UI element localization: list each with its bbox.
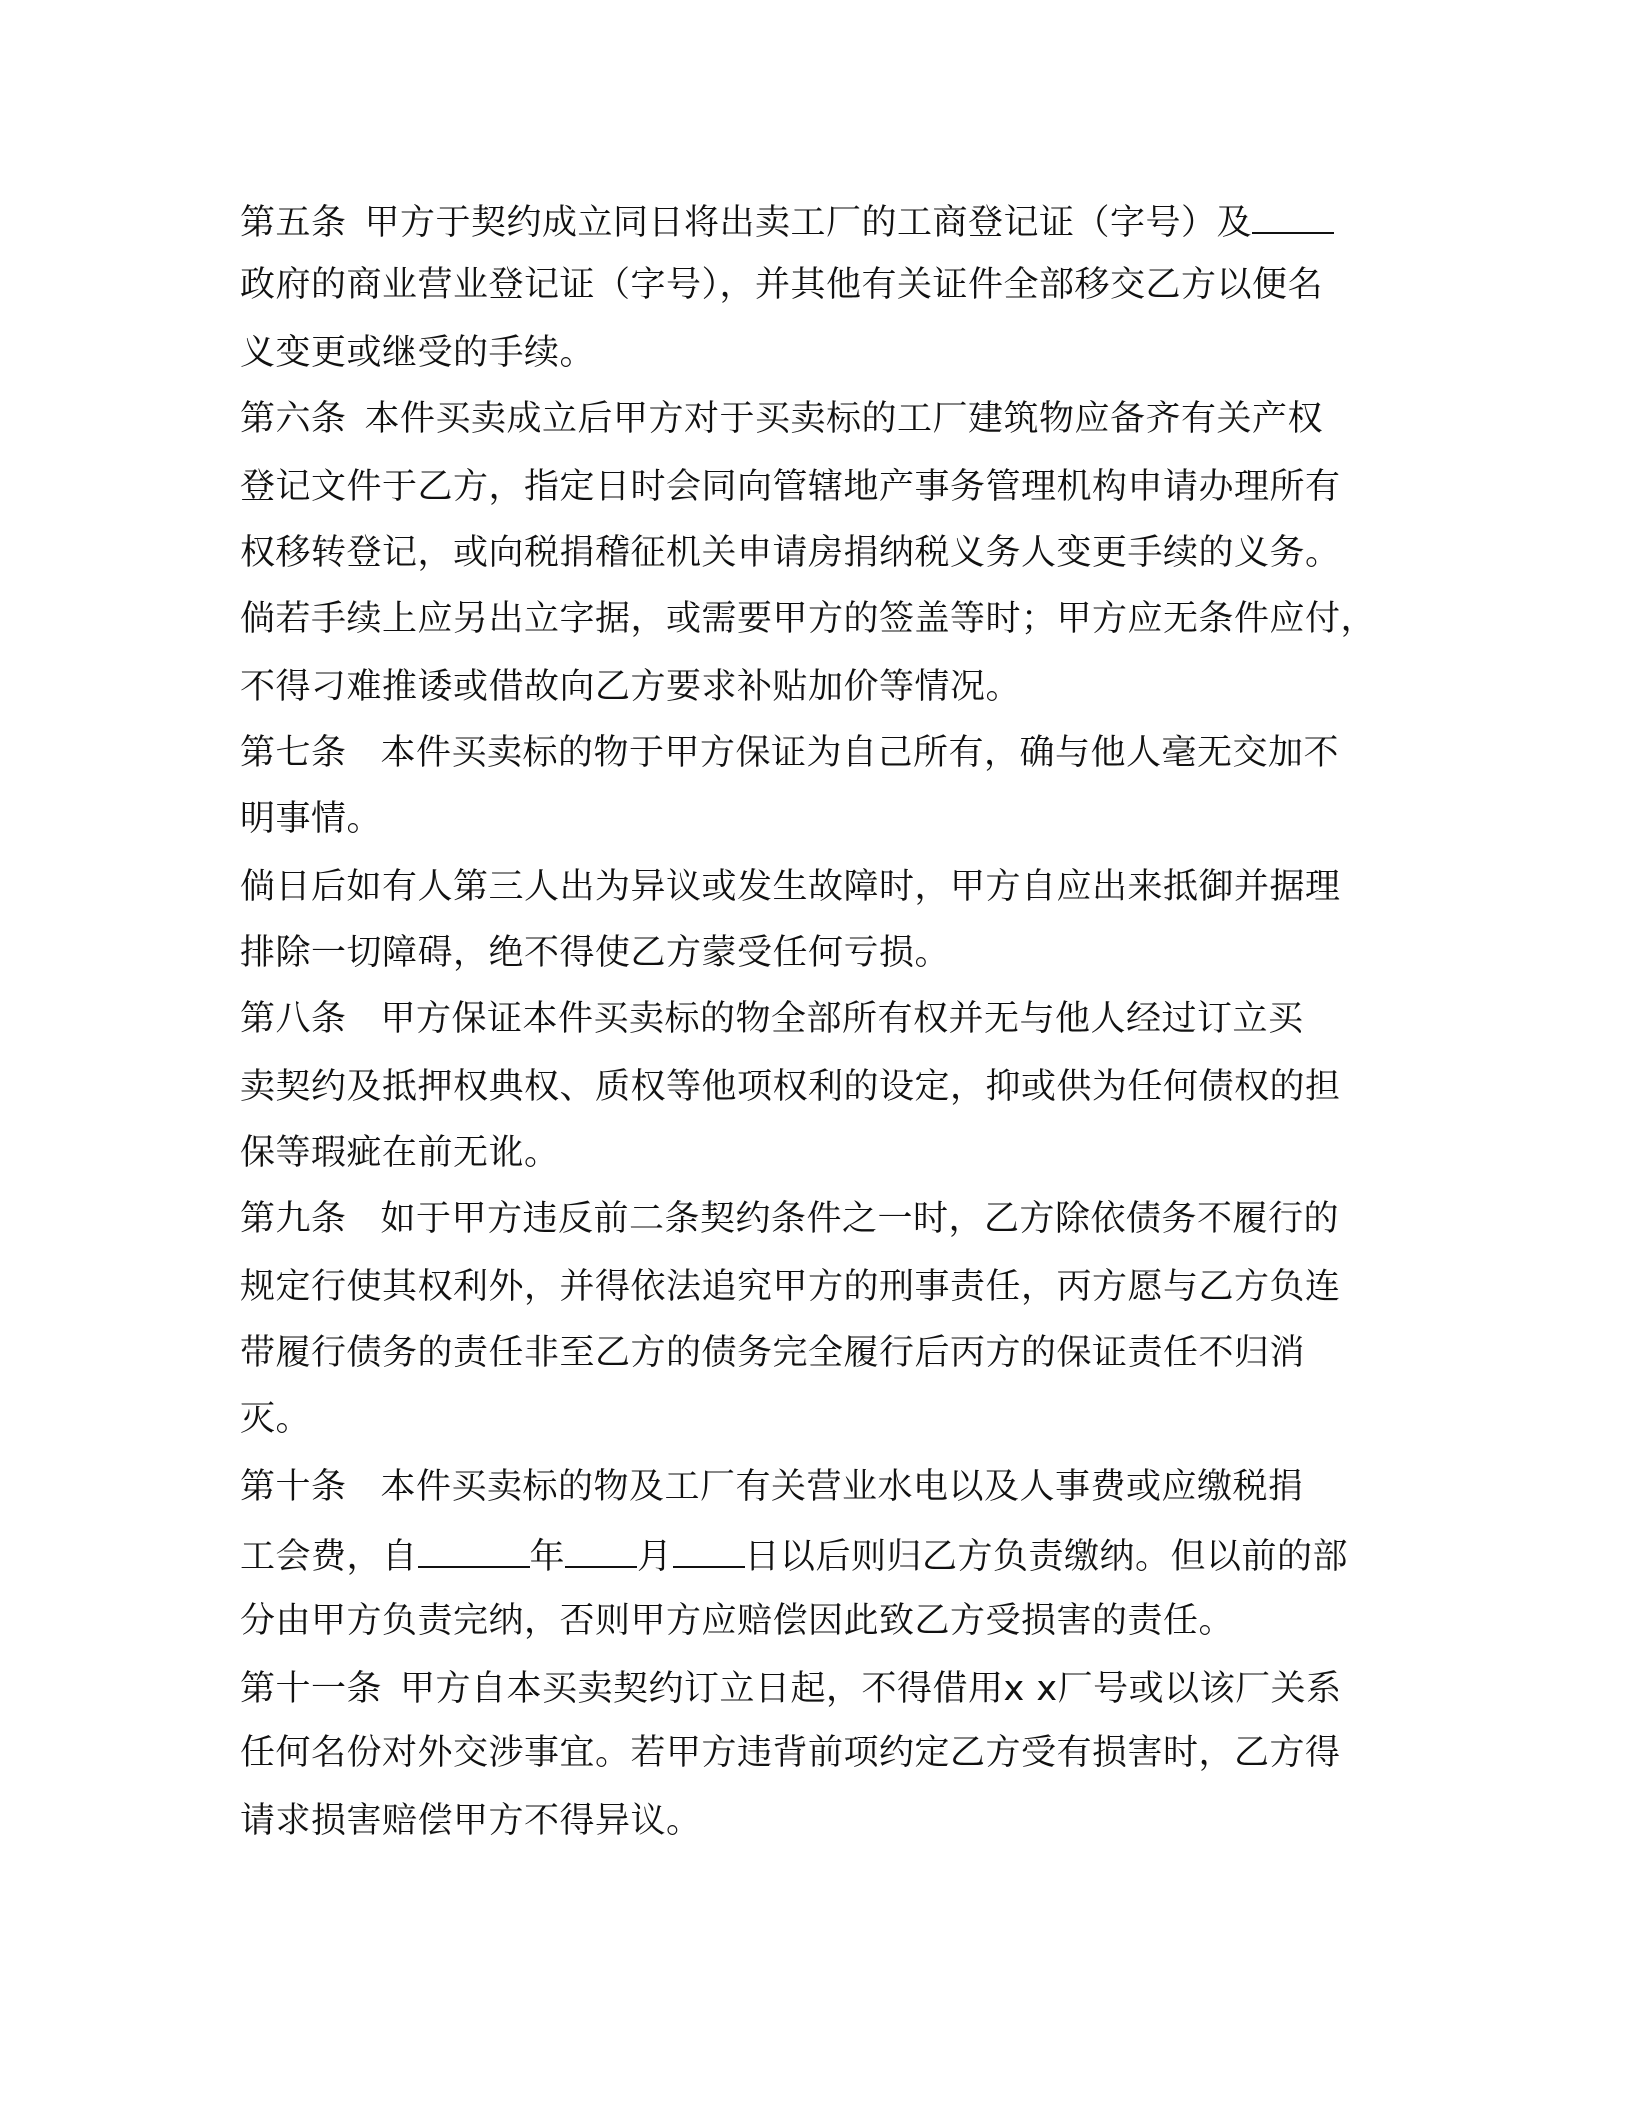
article-7-line-2: 明事情。 [240,799,383,839]
article-10-line-1 [240,1464,1390,1510]
article-5-heading: 第五条 [240,203,347,243]
blank-day-field [673,1530,745,1568]
article-10-line-2 [240,1530,1390,1576]
article-9-line-4: 灭。 [240,1399,312,1439]
article-8-line-3: 保等瑕疵在前无讹。 [240,1133,560,1173]
article-8-text: 甲方保证本件买卖标的物全部所有权并无与他人经过订立买 [380,999,1304,1039]
article-8-heading: 第八条 [240,999,347,1039]
article-11-text: 甲方自本买卖契约订立日起，不得借用x x厂号或以该厂关系 [400,1669,1342,1709]
article-11-heading: 第十一条 [240,1669,383,1709]
article-7-line-1 [240,730,1390,776]
article-6-line-4: 倘若手续上应另出立字据，或需要甲方的签盖等时；甲方应无条件应付， [240,599,1377,639]
article-5-line-2: 政府的商业营业登记证（字号），并其他有关证件全部移交乙方以便名 [240,265,1324,305]
article-10-line-3: 分由甲方负责完纳，否则甲方应赔偿因此致乙方受损害的责任。 [240,1601,1235,1641]
article-9-line-2: 规定行使其权利外，并得依法追究甲方的刑事责任，丙方愿与乙方负连 [240,1267,1341,1307]
article-6-heading: 第六条 [240,399,347,439]
article-11-line-3: 请求损害赔偿甲方不得异议。 [240,1801,702,1841]
article-10-year-label: 年 [529,1537,566,1577]
article-7-heading: 第七条 [240,733,347,773]
article-6-line-1 [240,396,1390,442]
article-9-line-3: 带履行债务的责任非至乙方的债务完全履行后丙方的保证责任不归消 [240,1333,1306,1373]
article-10-text: 本件买卖标的物及工厂有关营业水电以及人事费或应缴税捐 [380,1467,1304,1507]
article-10-heading: 第十条 [240,1467,347,1507]
article-11-line-2: 任何名份对外交涉事宜。若甲方违背前项约定乙方受有损害时，乙方得 [240,1733,1341,1773]
article-8-line-1 [240,996,1390,1042]
article-10-text-a: 工会费，自 [240,1537,418,1577]
article-6-line-5: 不得刁难推诿或借故向乙方要求补贴加价等情况。 [240,667,1022,707]
article-6-line-3: 权移转登记，或向税捐稽征机关申请房捐纳税义务人变更手续的义务。 [240,533,1341,573]
article-11-line-1 [240,1666,1390,1712]
article-6-line-2: 登记文件于乙方，指定日时会同向管辖地产事务管理机构申请办理所有 [240,467,1341,507]
article-10-month-label: 月 [637,1537,673,1577]
article-8-line-2: 卖契约及抵押权典权、质权等他项权利的设定，抑或供为任何债权的担 [240,1067,1341,1107]
article-9-line-1 [240,1196,1390,1242]
article-7-line-3: 倘日后如有人第三人出为异议或发生故障时，甲方自应出来抵御并据理 [240,867,1341,907]
article-7-text: 本件买卖标的物于甲方保证为自己所有，确与他人毫无交加不 [380,733,1340,773]
blank-month-field [565,1530,637,1568]
article-6-text: 本件买卖成立后甲方对于买卖标的工厂建筑物应备齐有关产权 [364,399,1324,439]
article-10-text-d: 日以后则归乙方负责缴纳。但以前的部 [744,1537,1349,1577]
article-9-heading: 第九条 [240,1199,347,1239]
article-9-text: 如于甲方违反前二条契约条件之一时，乙方除依债务不履行的 [380,1199,1340,1239]
article-7-line-4: 排除一切障碍，绝不得使乙方蒙受任何亏损。 [240,933,951,973]
article-5-text: 甲方于契约成立同日将出卖工厂的工商登记证（字号）及 [364,203,1253,243]
article-5-line-3: 义变更或继受的手续。 [240,333,596,373]
blank-field [1252,196,1334,234]
blank-year-field [418,1530,530,1568]
article-5-line-1 [240,196,1390,242]
